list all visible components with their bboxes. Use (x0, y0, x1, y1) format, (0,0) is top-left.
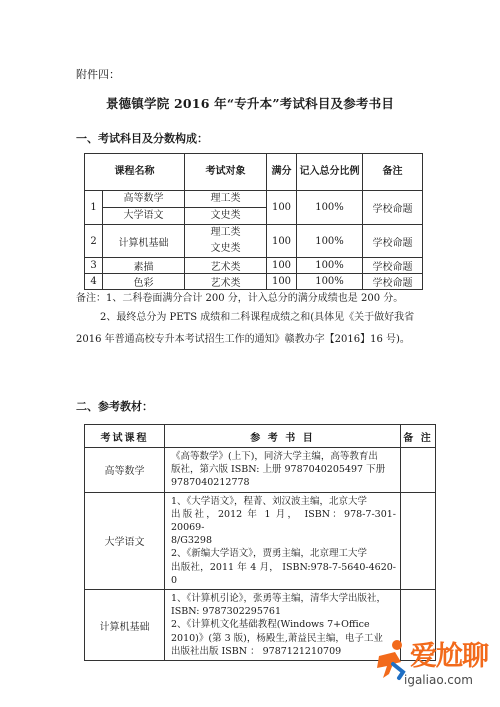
reference-line: 出版社，2012 年 1 月， ISBN：978-7-301-20069- (171, 508, 396, 534)
reference-line: 1、《计算机引论》，张勇等主编，清华大学出版社， (171, 593, 387, 605)
table-row (85, 258, 423, 274)
exam-target: 艺术类 (185, 274, 267, 290)
row-note: 学校命题 (363, 258, 423, 274)
row-note: 学校命题 (363, 225, 423, 258)
course-name: 高等数学 (123, 193, 164, 204)
table-note-1: 备注：1、二科卷面满分合计 200 分，计入总分的满分成绩也是 200 分。 (76, 293, 404, 304)
row-number: 1 (85, 191, 103, 225)
header-exam-course: 考试课程 (85, 425, 165, 448)
reference-line: 出版社出版 ISBN ： 9787121210709 (171, 645, 342, 657)
row-number: 3 (85, 258, 103, 274)
score-table (84, 153, 423, 290)
row-note: 学校命题 (363, 191, 423, 225)
header-full: 满分 (267, 154, 297, 191)
full-score: 100 (267, 258, 297, 274)
course-name: 色彩 (103, 274, 185, 290)
score-table-header (85, 154, 423, 191)
textbook-table (84, 424, 436, 661)
reference-line: 1、《大学语文》，程菁、刘汉波主编，北京大学 (171, 495, 368, 507)
course-name: 大学语文 (103, 207, 184, 224)
reference-line: 出版社，2011 年 4 月， ISBN:978-7-5640-4620-0 (171, 561, 396, 586)
score-ratio: 100% (297, 191, 363, 225)
full-score: 100 (267, 274, 297, 290)
table-note-3: 2016 年普通高校专升本考试招生工作的通知》赣教办字【2016】16 号)。 (76, 334, 410, 345)
exam-course: 大学语文 (85, 492, 165, 589)
reference-line: 2、《计算机文化基础教程(Windows 7+Office (171, 619, 370, 631)
exam-target: 艺术类 (185, 258, 267, 274)
section1-heading: 一、考试科目及分数构成： (76, 132, 208, 145)
table-note-2: 2、最终总分为 PETS 成绩和二科课程成绩之和(具体见《关于做好我省 (100, 312, 415, 323)
reference-line: ISBN: 9787302295761 (171, 606, 282, 618)
row-number: 4 (85, 274, 103, 290)
attachment-label: 附件四： (76, 68, 120, 81)
reference-line: 版社，第六版 ISBN: 上册 9787040205497 下册 (171, 464, 386, 476)
table-row (85, 191, 423, 225)
document-title: 景德镇学院 2016 年“专升本”考试科目及参考书目 (105, 96, 395, 111)
exam-course: 高等数学 (85, 448, 165, 493)
reference-line: 2010)》(第 3 版)，杨殿生,萧益民主编，电子工业 (171, 632, 383, 644)
exam-target: 理工类 (210, 227, 241, 238)
table-row (85, 448, 436, 493)
score-ratio: 100% (297, 274, 363, 290)
table-row (85, 274, 423, 290)
exam-target: 文史类 (210, 243, 241, 254)
table-row (85, 492, 436, 589)
exam-course: 计算机基础 (85, 590, 165, 661)
textbook-table-header (85, 425, 436, 448)
watermark-url: igaliao.com (404, 673, 473, 687)
remark-cell (401, 448, 436, 493)
exam-target: 理工类 (210, 193, 241, 204)
full-score: 100 (267, 225, 297, 258)
reference-line: 2、《新编大学语文》，贾勇主编，北京理工大学 (171, 548, 368, 560)
header-ratio: 记入总分比例 (297, 154, 363, 191)
header-remark: 备 注 (401, 425, 436, 448)
header-reference: 参 考 书 目 (165, 425, 401, 448)
full-score: 100 (267, 191, 297, 225)
reference-line: 9787040212778 (171, 477, 250, 489)
section2-heading: 二、参考教材： (76, 400, 153, 413)
exam-target: 文史类 (185, 207, 266, 224)
header-course: 课程名称 (85, 154, 185, 191)
remark-cell (401, 492, 436, 589)
reference-books (165, 492, 401, 589)
reference-books (165, 448, 401, 493)
reference-line: 8/G3298 (171, 535, 213, 547)
row-number: 2 (85, 225, 103, 258)
score-ratio: 100% (297, 258, 363, 274)
table-row (85, 225, 423, 258)
reference-books (165, 590, 401, 661)
reference-line: 《高等数学》(上下)，同济大学主编，高等教育出 (171, 451, 378, 462)
header-target: 考试对象 (185, 154, 267, 191)
course-name: 素描 (103, 258, 185, 274)
row-note: 学校命题 (363, 274, 423, 290)
course-name: 计算机基础 (103, 225, 185, 258)
header-note: 备注 (363, 154, 423, 191)
score-ratio: 100% (297, 225, 363, 258)
watermark-brand: 爱尬聊 (410, 641, 488, 672)
